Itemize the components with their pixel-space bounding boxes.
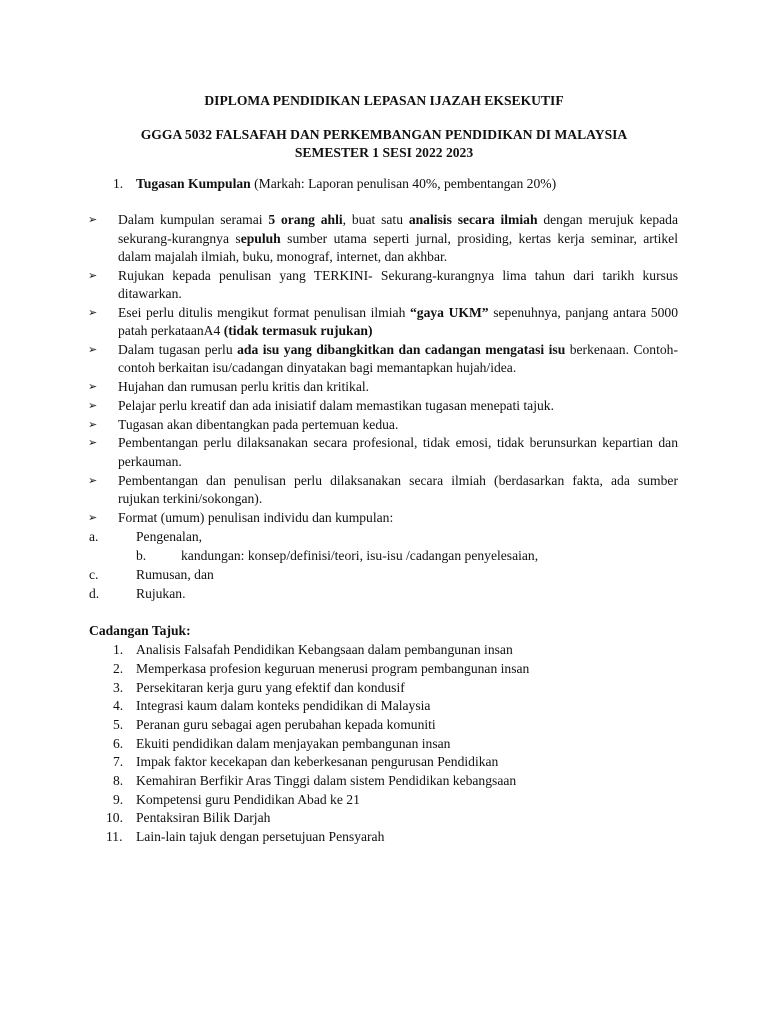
topic-text: Peranan guru sebagai agen perubahan kepada komuniti <box>136 717 436 732</box>
bullet-3-line-1: Esei perlu ditulis mengikut format penulisan ilmiah “gaya UKM” sepenuhnya, panjang antara 5000 <box>118 305 679 320</box>
topic-text: Analisis Falsafah Pendidikan Kebangsaan dalam pembangunan insan <box>136 642 513 657</box>
format-item-text: kandungan: konsep/definisi/teori, isu-isu /cadangan penyelesaian, <box>181 548 539 563</box>
format-item-text: Rumusan, dan <box>136 567 214 582</box>
topic-text: Impak faktor kecekapan dan keberkesanan pengurusan Pendidikan <box>136 754 499 769</box>
arrowhead-bullet-icon: ➢ <box>88 306 98 319</box>
topic-number: 2. <box>113 661 124 676</box>
topic-number: 10. <box>106 810 123 825</box>
arrowhead-bullet-icon: ➢ <box>88 343 98 356</box>
bullet-9-line-2: rujukan terkini/sokongan). <box>118 491 263 506</box>
topic-number: 3. <box>113 680 124 695</box>
topic-text: Memperkasa profesion keguruan menerusi program pembangunan insan <box>136 661 530 676</box>
topic-number: 11. <box>106 829 123 844</box>
bullet-4-line-2: contoh berkaitan isu/cadangan dinyatakan bagi memantapkan hujah/idea. <box>118 360 517 375</box>
topic-text: Integrasi kaum dalam konteks pendidikan di Malaysia <box>136 698 431 713</box>
arrowhead-bullet-icon: ➢ <box>88 213 98 226</box>
topic-number: 1. <box>113 642 124 657</box>
diploma-heading: DIPLOMA PENDIDIKAN LEPASAN IJAZAH EKSEKUTIF <box>204 93 564 108</box>
arrowhead-bullet-icon: ➢ <box>88 436 98 449</box>
bullet-5-text: Hujahan dan rumusan perlu kritis dan kritikal. <box>118 379 370 394</box>
topic-number: 5. <box>113 717 124 732</box>
bullet-1-line-3: dalam majalah ilmiah, buku, monograf, internet, dan akhbar. <box>118 249 448 264</box>
arrowhead-bullet-icon: ➢ <box>88 269 98 282</box>
format-item-text: Pengenalan, <box>136 529 203 544</box>
format-item-letter: a. <box>89 529 99 544</box>
task-marks: (Markah: Laporan penulisan 40%, pembentangan 20%) <box>250 176 557 191</box>
topic-number: 4. <box>113 698 124 713</box>
arrowhead-bullet-icon: ➢ <box>88 418 98 431</box>
format-item-text: Rujukan. <box>136 586 186 601</box>
topic-text: Kemahiran Berfikir Aras Tinggi dalam sistem Pendidikan kebangsaan <box>136 773 517 788</box>
bullet-6-text: Pelajar perlu kreatif dan ada inisiatif dalam memastikan tugasan menepati tajuk. <box>118 398 554 413</box>
bullet-2-line-2: ditawarkan. <box>118 286 182 301</box>
arrowhead-bullet-icon: ➢ <box>88 511 98 524</box>
bullet-10-text: Format (umum) penulisan individu dan kumpulan: <box>118 510 394 525</box>
topic-text: Persekitaran kerja guru yang efektif dan kondusif <box>136 680 405 695</box>
bullet-3-line-2: patah perkataanA4 (tidak termasuk rujukan) <box>118 323 373 338</box>
arrowhead-bullet-icon: ➢ <box>88 399 98 412</box>
topic-number: 6. <box>113 736 124 751</box>
format-item-letter: d. <box>89 586 100 601</box>
format-item-letter: b. <box>136 548 147 563</box>
bullet-8-line-1: Pembentangan perlu dilaksanakan secara profesional, tidak emosi, tidak berunsurkan kepartian dan <box>118 435 678 450</box>
bullet-4-line-1: Dalam tugasan perlu ada isu yang dibangkitkan dan cadangan mengatasi isu berkenaan. Contoh- <box>118 342 679 357</box>
bullet-9-line-1: Pembentangan dan penulisan perlu dilaksanakan secara ilmiah (berdasarkan fakta, ada sumber <box>118 473 678 488</box>
arrowhead-bullet-icon: ➢ <box>88 380 98 393</box>
bullet-8-line-2: perkauman. <box>118 454 182 469</box>
arrowhead-bullet-icon: ➢ <box>88 474 98 487</box>
bullet-1-line-1: Dalam kumpulan seramai 5 orang ahli, buat satu analisis secara ilmiah dengan merujuk kepada <box>118 212 679 227</box>
topic-number: 9. <box>113 792 124 807</box>
course-heading: GGGA 5032 FALSAFAH DAN PERKEMBANGAN PENDIDIKAN DI MALAYSIA <box>140 127 628 142</box>
topic-text: Ekuiti pendidikan dalam menjayakan pembangunan insan <box>136 736 451 751</box>
topic-text: Lain-lain tajuk dengan persetujuan Pensyarah <box>136 829 385 844</box>
format-item-letter: c. <box>89 567 99 582</box>
bullet-2-line-1: Rujukan kepada penulisan yang TERKINI- Sekurang-kurangnya lima tahun dari tarikh kursus <box>118 268 678 283</box>
task-number: 1. <box>113 176 124 191</box>
topic-number: 8. <box>113 773 124 788</box>
task-title: Tugasan Kumpulan <box>136 176 251 191</box>
topic-number: 7. <box>113 754 124 769</box>
task-title-line <box>136 175 556 194</box>
topic-text: Kompetensi guru Pendidikan Abad ke 21 <box>136 792 360 807</box>
bullet-7-text: Tugasan akan dibentangkan pada pertemuan kedua. <box>118 417 399 432</box>
bullet-1-line-2: sekurang-kurangnya sepuluh sumber utama seperti jurnal, prosiding, kertas kerja seminar, artikel <box>118 231 678 246</box>
topic-text: Pentaksiran Bilik Darjah <box>136 810 271 825</box>
topics-heading: Cadangan Tajuk: <box>89 623 191 638</box>
semester-heading: SEMESTER 1 SESI 2022 2023 <box>294 145 474 160</box>
